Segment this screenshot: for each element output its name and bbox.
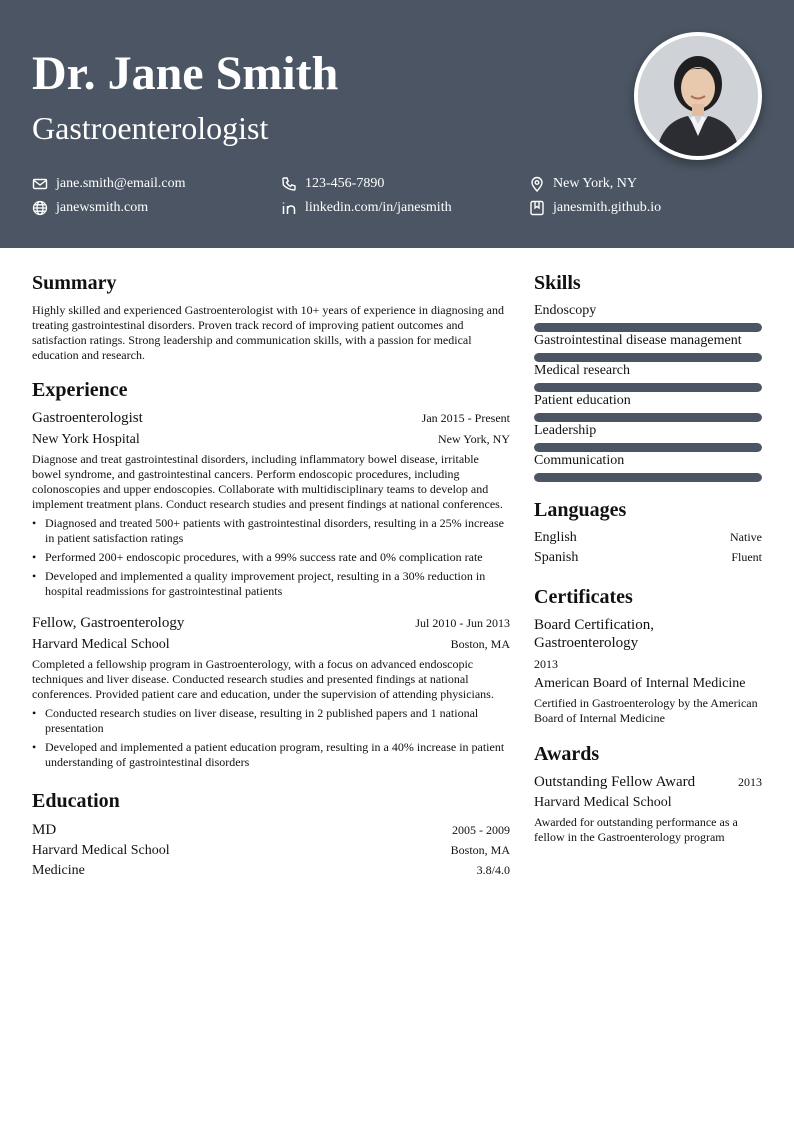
globe-icon xyxy=(32,200,48,216)
language-name: English xyxy=(534,530,577,545)
candidate-name: Dr. Jane Smith xyxy=(32,47,339,100)
contact-github-text: janesmith.github.io xyxy=(553,200,662,215)
experience-2-role: Fellow, Gastroenterology xyxy=(32,615,185,631)
experience-1-bullets xyxy=(32,516,510,603)
contact-linkedin-text: linkedin.com/in/janesmith xyxy=(305,200,452,215)
contact-location-text: New York, NY xyxy=(553,176,638,191)
location-pin-icon xyxy=(529,176,545,192)
skills-heading: Skills xyxy=(534,272,581,294)
linkedin-icon xyxy=(281,200,297,216)
certificate-issuer: American Board of Internal Medicine xyxy=(534,676,746,691)
certificates-heading: Certificates xyxy=(534,586,633,608)
experience-1-description: Diagnose and treat gastrointestinal disorders, including inflammatory bowel disease, irritable bowel syndrome, and gastrointestinal cancers. Perform endoscopic procedures, including colonoscopies and upper endoscopies. Collaborate with multidisciplinary teams to develop and implement treatment plans. Conduct research studies and present findings at national conferences. xyxy=(32,452,503,511)
award-year: 2013 xyxy=(738,775,762,789)
skill-bar-fill xyxy=(534,383,762,392)
summary-heading: Summary xyxy=(32,272,117,294)
education-location: Boston, MA xyxy=(450,843,510,857)
list-item: • Conducted research studies on liver disease, resulting in 2 published papers and 1 national presentation xyxy=(32,706,510,736)
github-bookmark-icon xyxy=(529,200,545,216)
skill-label: Endoscopy xyxy=(534,303,597,318)
contact-website[interactable] xyxy=(32,199,148,217)
experience-1-header xyxy=(32,409,510,428)
skill-label: Medical research xyxy=(534,363,630,378)
language-level: Native xyxy=(730,530,762,544)
education-subheader xyxy=(32,842,510,860)
award-org: Harvard Medical School xyxy=(534,795,672,810)
certificate-name-line1: Board Certification, xyxy=(534,617,654,633)
languages-heading: Languages xyxy=(534,499,627,521)
list-item: • Developed and implemented a patient education program, resulting in a 40% increase in patient understanding of gastrointestinal disorders xyxy=(32,740,510,770)
summary-text: Highly skilled and experienced Gastroenterologist with 10+ years of experience in diagnosing and treating gastrointestinal disorders. Proven track record of improving patient outcomes and satisfaction ratings. Strong leadership and communication skills, with a passion for medical education and research. xyxy=(32,303,504,362)
skill-bar-fill xyxy=(534,443,762,452)
award-name: Outstanding Fellow Award xyxy=(534,774,696,790)
experience-1-org: New York Hospital xyxy=(32,432,140,447)
education-dates: 2005 - 2009 xyxy=(452,823,510,837)
contact-email-text: jane.smith@email.com xyxy=(56,176,186,191)
contact-phone[interactable] xyxy=(281,175,384,193)
phone-icon xyxy=(281,176,297,192)
skill-label: Gastrointestinal disease management xyxy=(534,333,742,348)
experience-2-description: Completed a fellowship program in Gastroenterology, with a focus on advanced endoscopic techniques and liver disease. Conducted research studies and presented findings at national conferences. Provided patient care and education, under the supervision of attending physicians. xyxy=(32,657,494,701)
experience-2-dates: Jul 2010 - Jun 2013 xyxy=(415,616,510,630)
skill-bar xyxy=(534,323,762,332)
skill-bar-fill xyxy=(534,323,762,332)
resume-header xyxy=(0,0,794,248)
contact-website-text: janewsmith.com xyxy=(56,200,149,215)
mail-icon xyxy=(32,176,48,192)
skill-bar-fill xyxy=(534,473,762,482)
experience-1-role: Gastroenterologist xyxy=(32,410,143,426)
awards-heading: Awards xyxy=(534,743,600,765)
skill-bar xyxy=(534,413,762,422)
experience-1-dates: Jan 2015 - Present xyxy=(421,411,510,425)
language-level: Fluent xyxy=(731,550,762,564)
contact-github[interactable] xyxy=(529,199,661,217)
education-field-row xyxy=(32,862,510,880)
list-item: • Diagnosed and treated 500+ patients with gastrointestinal disorders, resulting in a 25% increase in patient satisfaction ratings xyxy=(32,516,510,546)
language-row xyxy=(534,529,762,547)
certificate-name-line2: Gastroenterology xyxy=(534,635,639,651)
skill-bar xyxy=(534,443,762,452)
experience-1-location: New York, NY xyxy=(437,432,510,446)
candidate-title: Gastroenterologist xyxy=(32,110,269,146)
certificate-description: Certified in Gastroenterology by the American Board of Internal Medicine xyxy=(534,696,758,725)
experience-2-header xyxy=(32,614,510,633)
certificate-year: 2013 xyxy=(534,657,558,671)
list-item: • Developed and implemented a quality improvement project, resulting in a 30% reduction in hospital readmissions for gastrointestinal patients xyxy=(32,569,510,599)
contact-email[interactable] xyxy=(32,175,186,193)
education-gpa: 3.8/4.0 xyxy=(476,863,510,877)
skill-bar xyxy=(534,353,762,362)
education-heading: Education xyxy=(32,790,120,812)
language-row xyxy=(534,549,762,567)
skill-label: Communication xyxy=(534,453,625,468)
language-name: Spanish xyxy=(534,550,579,565)
experience-2-bullets xyxy=(32,706,510,774)
experience-2-location: Boston, MA xyxy=(450,637,510,651)
experience-2-subheader xyxy=(32,636,510,654)
skill-bar xyxy=(534,383,762,392)
experience-2-org: Harvard Medical School xyxy=(32,637,170,652)
education-school: Harvard Medical School xyxy=(32,843,170,858)
profile-photo xyxy=(634,32,762,160)
education-degree: MD xyxy=(32,822,57,838)
skill-bar xyxy=(534,473,762,482)
list-item: • Performed 200+ endoscopic procedures, with a 99% success rate and 0% complication rate xyxy=(32,550,510,565)
skill-bar-fill xyxy=(534,353,762,362)
award-description: Awarded for outstanding performance as a fellow in the Gastroenterology program xyxy=(534,815,738,844)
experience-heading: Experience xyxy=(32,379,128,401)
contact-phone-text: 123-456-7890 xyxy=(305,176,385,191)
contact-location xyxy=(529,175,637,193)
experience-1-subheader xyxy=(32,431,510,449)
education-header xyxy=(32,821,510,840)
award-header xyxy=(534,773,762,792)
skill-label: Patient education xyxy=(534,393,631,408)
skill-label: Leadership xyxy=(534,423,597,438)
skill-bar-fill xyxy=(534,413,762,422)
education-field: Medicine xyxy=(32,863,85,878)
contact-linkedin[interactable] xyxy=(281,199,452,217)
